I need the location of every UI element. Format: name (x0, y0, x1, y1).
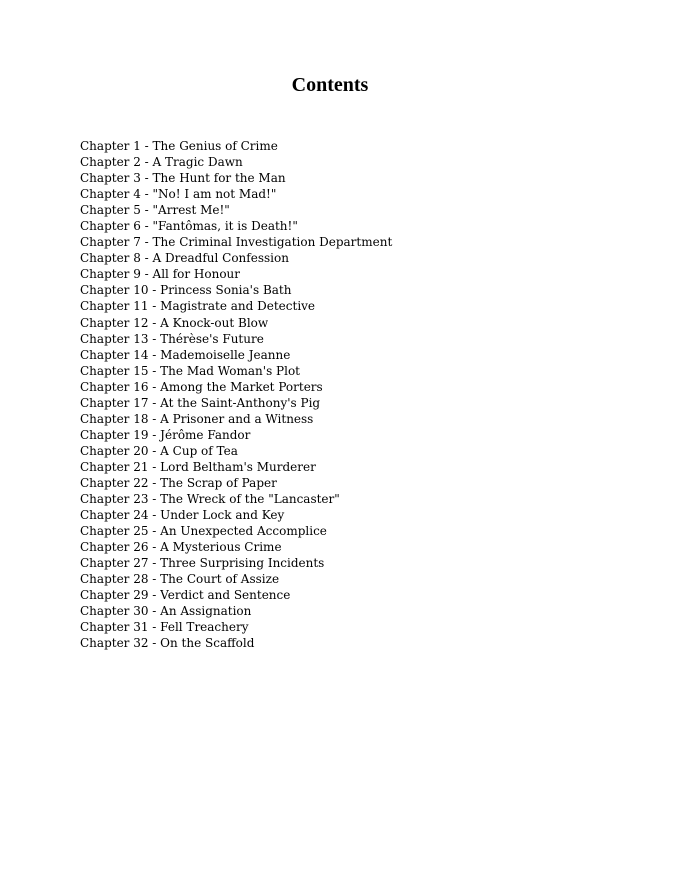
toc-entry[interactable]: Chapter 20 - A Cup of Tea (80, 443, 238, 458)
toc-entry[interactable]: Chapter 8 - A Dreadful Confession (80, 251, 289, 266)
toc-entry[interactable]: Chapter 15 - The Mad Woman's Plot (80, 363, 300, 378)
toc-entry[interactable]: Chapter 26 - A Mysterious Crime (80, 540, 282, 555)
toc-entry[interactable]: Chapter 9 - All for Honour (80, 267, 241, 282)
toc-entry[interactable]: Chapter 10 - Princess Sonia's Bath (80, 283, 292, 298)
toc-entry[interactable]: Chapter 22 - The Scrap of Paper (80, 475, 277, 490)
toc-entry[interactable]: Chapter 13 - Thérèse's Future (80, 331, 264, 346)
toc-entry[interactable]: Chapter 17 - At the Saint-Anthony's Pig (80, 395, 321, 410)
toc-entry[interactable]: Chapter 27 - Three Surprising Incidents (80, 556, 325, 571)
toc-entry[interactable]: Chapter 21 - Lord Beltham's Murderer (80, 459, 316, 474)
toc-entry[interactable]: Chapter 1 - The Genius of Crime (80, 139, 278, 153)
toc-entry[interactable]: Chapter 23 - The Wreck of the "Lancaster" (80, 492, 340, 507)
toc-entry[interactable]: Chapter 5 - "Arrest Me!" (80, 203, 230, 218)
toc-entry[interactable]: Chapter 11 - Magistrate and Detective (80, 299, 316, 314)
toc-entry[interactable]: Chapter 7 - The Criminal Investigation Department (80, 235, 393, 250)
toc-entry[interactable]: Chapter 12 - A Knock-out Blow (80, 315, 269, 330)
toc-entry[interactable]: Chapter 24 - Under Lock and Key (80, 508, 285, 523)
toc-entry[interactable]: Chapter 3 - The Hunt for the Man (80, 171, 286, 186)
page-title: Contents (291, 74, 369, 96)
toc-entry[interactable]: Chapter 2 - A Tragic Dawn (80, 155, 243, 170)
toc-entry[interactable]: Chapter 25 - An Unexpected Accomplice (80, 524, 327, 539)
toc-entry[interactable]: Chapter 18 - A Prisoner and a Witness (80, 411, 314, 426)
toc-entry[interactable]: Chapter 28 - The Court of Assize (80, 572, 280, 587)
toc-entry[interactable]: Chapter 31 - Fell Treachery (80, 620, 249, 635)
toc-entry[interactable]: Chapter 16 - Among the Market Porters (80, 379, 323, 394)
toc-entry[interactable]: Chapter 14 - Mademoiselle Jeanne (80, 347, 291, 362)
table-of-contents (80, 138, 392, 652)
toc-entry[interactable]: Chapter 4 - "No! I am not Mad!" (80, 187, 277, 202)
toc-entry[interactable]: Chapter 29 - Verdict and Sentence (80, 588, 291, 603)
toc-entry[interactable]: Chapter 32 - On the Scaffold (80, 636, 255, 651)
toc-entry[interactable]: Chapter 30 - An Assignation (80, 604, 252, 619)
toc-entry[interactable]: Chapter 19 - Jérôme Fandor (80, 427, 251, 442)
toc-entry[interactable]: Chapter 6 - "Fantômas, it is Death!" (80, 219, 298, 234)
